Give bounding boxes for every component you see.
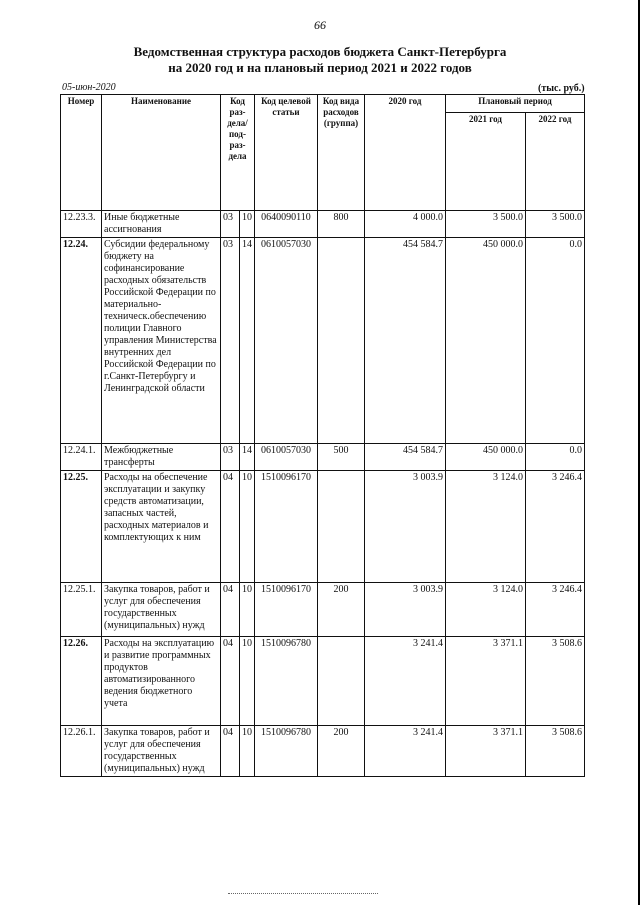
header-year-2020: 2020 год <box>365 95 446 211</box>
row-amount-2020: 4 000.0 <box>365 211 446 238</box>
table-row <box>61 471 585 583</box>
row-amount-2022: 0.0 <box>526 238 585 444</box>
row-target-code: 1510096780 <box>255 637 318 726</box>
table-row <box>61 583 585 637</box>
row-amount-2021: 3 124.0 <box>446 471 526 583</box>
row-number: 12.25. <box>61 471 102 583</box>
row-expense-type <box>318 637 365 726</box>
row-section: 03 <box>221 211 240 238</box>
page-number: 66 <box>314 18 326 32</box>
row-target-code: 1510096170 <box>255 583 318 637</box>
row-name: Расходы на обеспечение эксплуатации и закупку средств автоматизации, запасных частей, расходных материалов и комплектующих к ним <box>102 471 221 583</box>
row-name: Субсидии федеральному бюджету на софинансирование расходных обязательств Российской Федерации по материально-техническ.обеспечению полиции Главного управления Министерства внутренних дел Российской Федерации по г.Санкт-Петербургу и Ленинградской области <box>102 238 221 444</box>
row-amount-2020: 454 584.7 <box>365 444 446 471</box>
row-amount-2022: 3 508.6 <box>526 637 585 726</box>
row-subsection: 10 <box>240 726 255 777</box>
header-target-code: Код целевой статьи <box>255 95 318 211</box>
row-subsection: 10 <box>240 471 255 583</box>
table-row <box>61 637 585 726</box>
row-target-code: 0640090110 <box>255 211 318 238</box>
row-name: Иные бюджетные ассигнования <box>102 211 221 238</box>
header-name: Наименование <box>102 95 221 211</box>
row-amount-2020: 3 003.9 <box>365 583 446 637</box>
row-section: 04 <box>221 637 240 726</box>
row-number: 12.23.3. <box>61 211 102 238</box>
row-amount-2020: 3 003.9 <box>365 471 446 583</box>
row-section: 03 <box>221 444 240 471</box>
row-section: 04 <box>221 726 240 777</box>
table-row <box>61 211 585 238</box>
row-amount-2022: 3 246.4 <box>526 471 585 583</box>
budget-table <box>60 94 585 777</box>
row-section: 04 <box>221 583 240 637</box>
title-line-1: Ведомственная структура расходов бюджета Санкт-Петербурга <box>133 44 507 59</box>
header-year-2022: 2022 год <box>526 113 585 211</box>
row-amount-2021: 3 124.0 <box>446 583 526 637</box>
row-subsection: 10 <box>240 637 255 726</box>
row-target-code: 1510096780 <box>255 726 318 777</box>
units-label: (тыс. руб.) <box>538 83 585 94</box>
row-name: Межбюджетные трансферты <box>102 444 221 471</box>
row-amount-2021: 3 371.1 <box>446 726 526 777</box>
row-amount-2021: 3 371.1 <box>446 637 526 726</box>
row-amount-2022: 3 246.4 <box>526 583 585 637</box>
row-subsection: 14 <box>240 238 255 444</box>
row-amount-2021: 3 500.0 <box>446 211 526 238</box>
row-expense-type: 500 <box>318 444 365 471</box>
row-number: 12.26.1. <box>61 726 102 777</box>
row-number: 12.24.1. <box>61 444 102 471</box>
row-subsection: 14 <box>240 444 255 471</box>
row-subsection: 10 <box>240 211 255 238</box>
header-year-2021: 2021 год <box>446 113 526 211</box>
row-number: 12.26. <box>61 637 102 726</box>
row-section: 03 <box>221 238 240 444</box>
row-amount-2020: 3 241.4 <box>365 726 446 777</box>
row-expense-type: 200 <box>318 583 365 637</box>
header-plan-period: Плановый период <box>446 95 585 113</box>
row-target-code: 0610057030 <box>255 444 318 471</box>
table-row <box>61 238 585 444</box>
row-subsection: 10 <box>240 583 255 637</box>
row-target-code: 0610057030 <box>255 238 318 444</box>
row-expense-type <box>318 238 365 444</box>
row-amount-2022: 3 508.6 <box>526 726 585 777</box>
row-amount-2022: 0.0 <box>526 444 585 471</box>
row-amount-2022: 3 500.0 <box>526 211 585 238</box>
row-name: Закупка товаров, работ и услуг для обеспечения государственных (муниципальных) нужд <box>102 583 221 637</box>
header-expense-type: Код вида расходов (группа) <box>318 95 365 211</box>
title-line-2: на 2020 год и на плановый период 2021 и 2022 годов <box>168 60 472 75</box>
row-expense-type: 200 <box>318 726 365 777</box>
row-amount-2020: 454 584.7 <box>365 238 446 444</box>
row-amount-2021: 450 000.0 <box>446 238 526 444</box>
table-row <box>61 444 585 471</box>
row-name: Закупка товаров, работ и услуг для обеспечения государственных (муниципальных) нужд <box>102 726 221 777</box>
scan-artifact <box>228 893 378 896</box>
row-number: 12.24. <box>61 238 102 444</box>
row-number: 12.25.1. <box>61 583 102 637</box>
row-target-code: 1510096170 <box>255 471 318 583</box>
table-row <box>61 726 585 777</box>
row-section: 04 <box>221 471 240 583</box>
document-date: 05-июн-2020 <box>62 82 116 93</box>
header-number: Номер <box>61 95 102 211</box>
header-section-code: Код раз-дела/ под-раз-дела <box>221 95 255 211</box>
row-expense-type: 800 <box>318 211 365 238</box>
row-name: Расходы на эксплуатацию и развитие программных продуктов автоматизированного ведения бюджетного учета <box>102 637 221 726</box>
row-amount-2020: 3 241.4 <box>365 637 446 726</box>
page-title <box>0 44 640 76</box>
row-expense-type <box>318 471 365 583</box>
row-amount-2021: 450 000.0 <box>446 444 526 471</box>
